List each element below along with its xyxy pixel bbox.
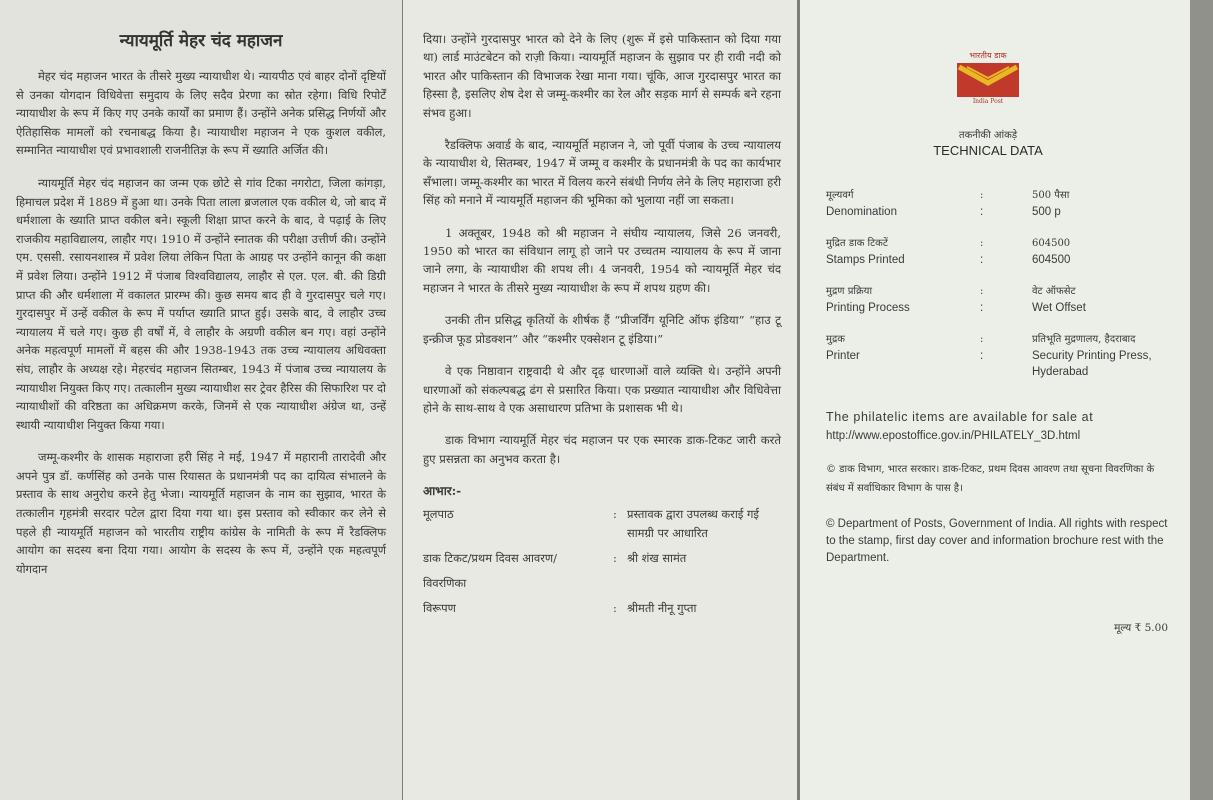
row-value: 604500 — [1032, 254, 1071, 266]
brochure-middle-panel — [403, 0, 797, 800]
biography-paragraph: न्यायमूर्ति मेहर चंद महाजन का जन्म एक छोटे से गांव टिका नगरोटा, जिला कांगड़ा, हिमाचल प्रदेश में 1889 में हुआ था। उनके पिता लाला ब्रजलाल एक वकील थे, जो बाद में धर्मशाला के ख्याति प्राप्त वकील बने। स्कूली शिक्षा प्राप्त करने के बाद, वे पढ़ाई के लिए राजकीय महाविद्यालय, लाहौर गए। 1910 में उन्होंने स्नातक की परीक्षा उत्तीर्ण की। उन्होंने एम. एससी. रसायनशास्त्र में प्रवेश लिया लेकिन पिता के आग्रह पर उन्होंने कानून की कक्षा में प्रवेश लिया। उन्होंने 1912 में पंजाब विश्वविद्यालय, लाहौर से एल. एल. बी. की डिग्री प्राप्त की और धर्मशाला में वकालत प्रारम्भ की। कुछ समय बाद ही वे गुरदासपुर चले गए। गुरदासपुर में उन्हें वकील के रूप में पर्याप्त ख्याति प्राप्त हुई। उसके बाद, वे लाहौर उच्च न्यायालय में चले गए। कुछ ही वर्षों में, वे लाहौर के अग्रणी वकील बन गए। वहां उन्होंने अनेक महत्वपूर्ण मामलों में बहस की और 1938-1943 तक उच्च न्यायालय अधिवक्ता संघ, लाहौर के अध्यक्ष रहे। मेहरचंद महाजन सितम्बर, 1943 में पंजाब उच्च न्यायालय के न्यायाधीश नियुक्त किए गए। तत्कालीन मुख्य न्यायाधीश सर ट्रेवर हैरिस की सिफारिश पर दो न्यायाधीशों की वरिष्ठता का अधिक्रमण करके, जिनमें से एक न्यायाधीश अंग्रेज था, उन्हें स्थायी न्यायाधीश नियुक्त किया गया। — [16, 175, 386, 432]
technical-data-row — [826, 188, 1174, 220]
row-label: Printer — [826, 350, 860, 362]
technical-data-heading: TECHNICAL DATA — [933, 143, 1043, 158]
india-post-envelope-icon — [957, 63, 1019, 97]
biography-paragraph: दिया। उन्होंने गुरदासपुर भारत को देने के लिए (शुरू में इसे पाकिस्तान को दिया गया था) लार्ड माउंटबेटन को राज़ी किया। न्यायमूर्ति महाजन के सुझाव पर ही रावी नदी को भारत और पाकिस्तान की विभाजक रेखा माना गया। चूंकि, आज गुरदासपुर भारत का हिस्सा है, इसलिए शेष देश से जम्मू-कश्मीर का रेल और सड़क मार्ग से सम्पर्क बने रहना संभव हुआ। — [423, 32, 781, 120]
row-label: Stamps Printed — [826, 254, 905, 266]
technical-data-row — [826, 284, 1174, 316]
logo-subtext: India Post — [972, 98, 1004, 105]
row-colon: : — [980, 350, 984, 362]
biography-paragraph: रैडक्लिफ अवार्ड के बाद, न्यायमूर्ति महाजन ने, जो पूर्वी पंजाब के उच्च न्यायालय के न्यायाधीश थे, सितम्बर, 1947 में जम्मू व कश्मीर के प्रधानमंत्री के पद का कार्यभार सँभाला। जम्मू-कश्मीर का भारत में विलय करने संबंधी निर्णय लेने के लिए महाराजा हरी सिंह को मनाने में न्यायमूर्ति महाजन की भूमिका को भुलाया नहीं जा सकता। — [423, 138, 781, 208]
ack-colon: : — [613, 551, 617, 566]
row-label-hindi: मुद्रित डाक टिकटें — [826, 238, 888, 249]
technical-data-row — [826, 332, 1174, 380]
row-colon: : — [980, 190, 984, 201]
row-label: Printing Process — [826, 302, 910, 314]
ack-value: श्री शंख सामंत — [627, 551, 687, 566]
acknowledgement-row — [423, 505, 781, 543]
biography-paragraph: उनकी तीन प्रसिद्ध कृतियों के शीर्षक हैं “प्रीजर्विंग यूनिटि ऑफ इंडिया” “हाउ टू इन्क्रीज फूड प्रोडक्शन” और “कश्मीर एक्सेशन टू इंडिया।” — [423, 313, 781, 346]
brochure-title: न्यायमूर्ति मेहर चंद महाजन — [119, 31, 283, 51]
acknowledgement-row — [423, 574, 781, 593]
technical-data-heading-hindi: तकनीकी आंकड़े — [958, 130, 1018, 141]
background-edge — [1190, 0, 1213, 800]
ack-label: विवरणिका — [423, 576, 467, 591]
philately-url-link[interactable]: http://www.epostoffice.gov.in/PHILATELY_3D.html — [826, 430, 1081, 442]
row-colon: : — [980, 302, 984, 314]
acknowledgement-row — [423, 549, 781, 568]
brochure-right-panel — [800, 0, 1190, 800]
ack-label: विरूपण — [423, 601, 456, 616]
copyright-english: © Department of Posts, Government of India. All rights with respect to the stamp, first day cover and information brochure rest with the Department. — [826, 518, 1168, 564]
row-label-hindi: मुद्रण प्रक्रिया — [826, 286, 873, 297]
technical-data-row — [826, 236, 1174, 268]
row-colon: : — [980, 334, 984, 345]
ack-label: डाक टिकट/प्रथम दिवस आवरण/ — [423, 551, 557, 566]
row-colon: : — [980, 286, 984, 297]
ack-value: प्रस्तावक द्वारा उपलब्ध कराई गई सामग्री पर आधारित — [627, 507, 760, 541]
row-colon: : — [980, 238, 984, 249]
biography-paragraph: 1 अक्तूबर, 1948 को श्री महाजन ने संघीय न्यायालय, जिसे 26 जनवरी, 1950 को भारत का संविधान लागू हो जाने पर उच्चतम न्यायालय के रूप में जाना जाने लगा, के न्यायाधीश की शपथ ली। 4 जनवरी, 1954 को न्यायमूर्ति मेहर चंद महाजन ने भारत के तीसरे मुख्य न्यायाधीश के रूप में शपथ ग्रहण की। — [423, 225, 781, 295]
ack-label: मूलपाठ — [423, 507, 454, 522]
row-value: Security Printing Press, Hyderabad — [1032, 350, 1152, 378]
row-colon: : — [980, 254, 984, 266]
ack-value: श्रीमती नीनू गुप्ता — [627, 601, 697, 616]
sale-text: The philatelic items are available for sale at — [826, 410, 1094, 424]
acknowledgement-title: आभार:- — [423, 484, 462, 499]
row-label-hindi: मूल्यवर्ग — [826, 190, 854, 201]
row-value: 500 p — [1032, 206, 1061, 218]
biography-paragraph: वे एक निष्ठावान राष्ट्रवादी थे और दृढ़ धारणाओं वाले व्यक्ति थे। उन्होंने अपनी धारणाओं को संकल्पबद्ध ढंग से प्रसारित किया। एक प्रख्यात न्यायाधीश और विधिवेत्ता होने के साथ-साथ वे एक असाधारण प्रतिभा के प्रशासक भी थे। — [423, 364, 781, 415]
ack-colon: : — [613, 507, 617, 522]
row-colon: : — [980, 206, 984, 218]
biography-paragraph: जम्मू-कश्मीर के शासक महाराजा हरी सिंह ने मई, 1947 में महारानी तारादेवी और अपने पुत्र डॉ. कर्णसिंह को उनके पास रियासत के प्रधानमंत्री पद का दायित्व संभालने के प्रस्ताव के साथ अनुरोध करने हेतु भेजा। न्यायमूर्ति महाजन के नाम का सुझाव, भारत के तत्कालीन गृहमंत्री सरदार पटेल द्वारा दिया गया था। इस प्रस्ताव को स्वीकार कर लेने से पहले ही न्यायमूर्ति महाजन को भारतीय राष्ट्रीय कांग्रेस के नामिती के रूप में रैडक्लिफ आयोग का सदस्य बना दिया गया। आयोग के सदस्य के रूप में, उन्होंने एक महत्वपूर्ण योगदान — [16, 450, 386, 576]
biography-paragraph: मेहर चंद महाजन भारत के तीसरे मुख्य न्यायाधीश थे। न्यायपीठ एवं बाहर दोनों दृष्टियों से उनका योगदान विधिवेत्ता समुदाय के लिए सदैव प्रेरणा का स्रोत रहेगा। विधि रिपोर्टें न्यायाधीश के रूप में किए गए उनके कार्यों का प्रमाण हैं। उन्होंने अनेक प्रसिद्ध निर्णयों और ऐतिहासिक मामलों को रचनाबद्ध किया है। न्यायाधीश महाजन ने एक कुशल वकील, सम्मानित न्यायाधीश एवं प्रभावशाली राजनीतिज्ञ के रूप में ख्याति अर्जित की। — [16, 69, 386, 158]
row-value-hindi: प्रतिभूति मुद्रणालय, हैदराबाद — [1032, 334, 1136, 345]
acknowledgement-row — [423, 599, 781, 618]
ack-value — [627, 574, 781, 593]
india-post-logo — [802, 50, 1174, 105]
copyright-hindi: © डाक विभाग, भारत सरकार। डाक-टिकट, प्रथम दिवस आवरण तथा सूचना विवरणिका के संबंध में सर्वाधिकार विभाग के पास है। — [826, 464, 1155, 494]
row-value-hindi: वेट ऑफसेट — [1032, 286, 1076, 297]
row-value-hindi: 500 पैसा — [1032, 190, 1070, 201]
sale-notice — [826, 408, 1174, 446]
ack-colon — [613, 574, 627, 593]
row-label-hindi: मुद्रक — [826, 334, 845, 345]
brochure-left-panel — [0, 0, 402, 800]
row-label: Denomination — [826, 206, 897, 218]
logo-text: भारतीय डाक — [969, 51, 1007, 60]
row-value: Wet Offset — [1032, 302, 1086, 314]
biography-paragraph: डाक विभाग न्यायमूर्ति मेहर चंद महाजन पर एक स्मारक डाक-टिकट जारी करते हुए प्रसन्नता का अनुभव करता है। — [423, 433, 781, 466]
ack-colon: : — [613, 601, 617, 616]
row-value-hindi: 604500 — [1032, 238, 1071, 249]
price-label: मूल्य ₹ 5.00 — [1114, 622, 1168, 634]
